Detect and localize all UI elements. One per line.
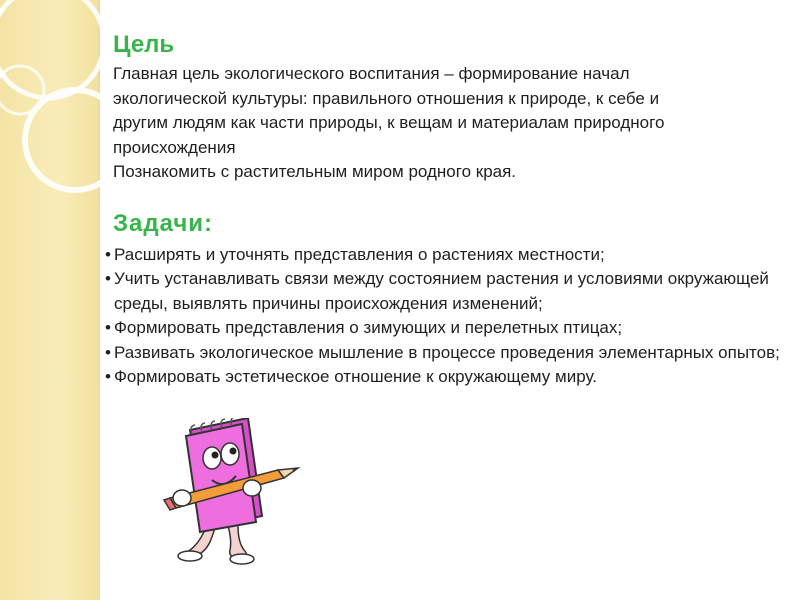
task-item: • Формировать представления о зимующих и перелетных птицах; <box>106 316 796 341</box>
goal-line: Главная цель экологического воспитания – формирование начал <box>113 64 630 83</box>
goal-line: экологической культуры: правильного отношения к природе, к себе и <box>113 88 660 108</box>
tasks-list <box>106 243 796 390</box>
goal-line: Познакомить с растительным миром родного края. <box>113 162 517 181</box>
task-item: • Формировать эстетическое отношение к окружающему миру. <box>106 365 796 390</box>
goal-paragraph <box>113 62 783 185</box>
task-item: • Учить устанавливать связи между состоянием растения и условиями окружающей среды, выявлять причины происхождения изменений; <box>106 267 796 316</box>
goal-line: происхождения <box>113 137 236 157</box>
goal-heading: Цель <box>113 31 175 58</box>
tasks-heading: Задачи: <box>113 209 214 237</box>
task-item: • Развивать экологическое мышление в процессе проведения элементарных опытов; <box>106 341 796 366</box>
task-item: • Расширять и уточнять представления о растениях местности; <box>106 243 796 268</box>
text-content <box>113 28 783 390</box>
goal-line: другим людям как части природы, к вещам и материалам природного <box>113 113 665 132</box>
notebook-character-icon <box>160 418 310 568</box>
